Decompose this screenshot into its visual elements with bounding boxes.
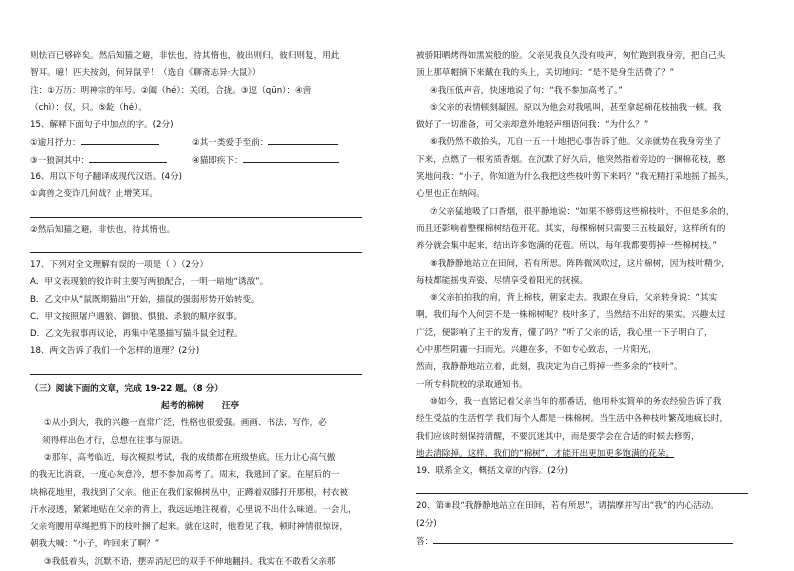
answer-line[interactable] — [30, 361, 362, 375]
article-line: ⑧我静静地站立在田间，若有所思。阵阵微风吹过，这片棉树，因为枝叶精少， — [430, 258, 730, 269]
question-15-row — [30, 152, 370, 169]
article-line: 然而，我静静地站立着，此刻，我决定为自己剪掉一些多余的“枝叶”。 — [416, 362, 683, 373]
article-line: 每枝都能摇曳弄姿，尽情享受着阳光的抚摸。 — [416, 275, 588, 286]
q17-option-d: D．乙文先叙事再议论，再集中笔墨描写猫斗鼠全过程。 — [30, 329, 243, 340]
question-15-row — [30, 134, 370, 151]
article-line: ⑨父亲拍拍我的肩，背上棉枝，朝家走去。我跟在身后，父亲转身说：“其实 — [430, 293, 718, 304]
q16-item: ②然后知猫之避，非怯也，待其惰也。 — [30, 224, 176, 235]
answer-line[interactable] — [416, 480, 748, 494]
article-title-row — [30, 398, 370, 415]
q16-item: ①禽兽之变诈几何哉？止增笑耳。 — [30, 189, 159, 200]
answer-blank[interactable] — [89, 152, 167, 163]
q15-item: ④猫即疾下： — [192, 156, 339, 166]
article-line: 下来，点燃了一根劣质香烟。在沉默了好久后，他突然指着旁边的一捆棉花枝，憨 — [416, 154, 726, 165]
answer-label: 答： — [416, 537, 434, 548]
article-line: 而且还影响着整棵棉树结苞开花。其实，每棵棉树只需要三五枝最好，这样所有的 — [416, 223, 726, 234]
article-line: 汗水浸透，紧紧地贴在父亲的背上，我远远地注视着，心里说不出什么味道。一会儿， — [30, 504, 357, 515]
left-column — [30, 48, 370, 571]
q17-option-a: A．甲文表现狼的狡诈时主要写两狼配合，一明一暗地“诱敌”。 — [30, 277, 269, 288]
q17-option-c: C．甲文按照屠户遇狼、御狼、惧狼、杀狼的顺序叙事。 — [30, 311, 243, 322]
article-line: 一所专科院校的录取通知书。 — [416, 379, 528, 390]
passage-line: 则怯百已够碎矣。然后知猫之避，非怯也，待其惰也，彼出则归，彼归则复，用此 — [30, 51, 340, 61]
article-line: ⑤父亲的表情顿刻凝固。原以为他会对我吼叫，甚至拿起棉花枝抽我一顿。我 — [430, 102, 722, 113]
article-line: 做好了一切准备，可父亲却意外地轻声细语问我：“为什么？” — [416, 120, 649, 131]
article-line: ⑦父亲猛地吸了口香烟，很平静地说：“如果不修剪这些棉枝叶，不但是多余的， — [430, 206, 735, 217]
article-line: 朝我大喊：“小子，咋回来了啊？” — [30, 539, 160, 550]
article-line: ⑥我仍然不敢抬头，兀自一五一十地把心事告诉了他。父亲就势在我身旁坐了 — [430, 137, 722, 148]
note-line: 注：①万历：明神宗的年号。②阖（hé）：关闭，合拢。③逗（qūn）：④啻 — [30, 85, 312, 96]
article-line: ⑩如今，我一直铭记着父亲当年的那番话，他用朴实简单的务农经验告诉了我 — [430, 396, 722, 407]
question-17: 17、下列对全文理解有误的一项是（ ）（2分） — [30, 259, 209, 270]
answer-blank[interactable] — [268, 134, 338, 145]
article-line: 须得样出色才行，总想在往事与原语。 — [42, 435, 189, 446]
article-line: 父亲弯腰用草绳把剪下的枝叶捆了起来。就在这时，他看见了我，顿时神情很惊讶， — [30, 522, 348, 533]
article-line: ④我压低声音，快速地说了句：“我不参加高考了。” — [430, 85, 623, 96]
article-line: ②那年，高考临近，每次模拟考试，我的成绩都在班级垫底。压力让心高气傲 — [44, 452, 336, 463]
article-line: 被骄阳晒烤得如黑炭般的脸。父亲见我良久没有吱声，匆忙跑到我身旁，把自己头 — [416, 51, 726, 61]
answer-line[interactable] — [30, 239, 362, 253]
answer-line[interactable] — [30, 204, 362, 218]
article-line: 心里也正在纳闷。 — [416, 189, 485, 200]
article-line: 笑地问我：“小子，你知道为什么我把这些枝叶剪下来吗？”我无精打采地摇了摇头， — [416, 172, 735, 183]
article-line: 啊，我们每个人何尝不是一株棉树呢？枝叶多了，当然结不出好的果实。兴趣太过 — [416, 310, 726, 321]
article-line: ①从小到大，我的兴趣一直常广泛，性格也很爱强。画画、书法、写作，必 — [44, 418, 327, 429]
q15-item: ③一狼洞其中： — [30, 152, 192, 170]
answer-blank[interactable] — [433, 533, 733, 544]
passage-line: 智耳。噫！匹夫按剑，何异鼠乎！（选自《聊斋志异·大鼠》） — [30, 68, 261, 79]
q17-option-b: B．乙文中从“鼠既期猫出”开始，描鼠的强弱形势开始转变。 — [30, 294, 260, 305]
article-line: 心中那些阴霾一扫而光。兴趣在多，不如专心致志，一片阳光， — [416, 345, 657, 356]
article-title: 起考的棉树 — [160, 401, 204, 412]
article-line: 块棉花地里，我找到了父亲。他正在我们家棉树丛中，正蹲着双膝打开那根，村衣被 — [30, 487, 348, 498]
question-20-score: (2分) — [416, 518, 437, 529]
article-line: 经生受益的生活哲学 我们每个人都是一株棉树。当生活中各种枝叶繁茂地疯长时， — [416, 414, 729, 425]
question-18: 18、两文告诉了我们一个怎样的道理？(2分) — [30, 346, 200, 357]
article-line: 我们应该时刻保持清醒，不要沉迷其中，而是要学会在合适的时候去修剪， — [416, 431, 700, 442]
question-19: 19、联系全文，概括文章的内容。(2分) — [416, 466, 569, 477]
article-line-underlined: 地去清除掉。这样，我们的“棉树”，才能开出更加更多饱满的花朵。 — [416, 448, 675, 459]
note-line: （chì）：仅，只。⑤龁（hé）。 — [30, 102, 147, 113]
q15-item: ②其一类爱手至前： — [192, 138, 338, 148]
article-line: 的我无比消衰，一度心灰意冷，想不参加高考了。周末，我逃回了家。在屋后的一 — [30, 470, 340, 481]
question-20: 20、第⑧段“我静静地站立在田间，若有所思”，请揣摩并写出“我”的内心活动。 — [416, 501, 719, 512]
article-line: ③我低着头，沉默不语，摆弄消尼巴的双手不伸地翻抖。我实在不敢看父亲那 — [44, 556, 336, 567]
article-author: 汪亭 — [221, 401, 240, 412]
question-15: 15、解释下面句子中加点的字。(2分) — [30, 120, 174, 131]
article-line: 顶上那草帽摘下来戴在我的头上，关切地问：“是不是身生活费了？” — [416, 68, 675, 79]
section-heading: （三）阅读下面的文章，完成 19-22 题。（8 分） — [30, 383, 223, 394]
right-column — [416, 48, 756, 550]
q15-item: ①逾月抒力： — [30, 134, 192, 152]
answer-blank[interactable] — [81, 134, 159, 145]
article-line: 广泛，便影响了主干的发育，懂了吗？”听了父亲的话，我心里一下子明白了， — [416, 327, 713, 338]
article-line: 养分就会集中起来，结出许多饱满的花苞。所以，每年我都要剪掉一些棉树枝。” — [416, 241, 717, 252]
answer-blank[interactable] — [243, 152, 339, 163]
question-16: 16、用以下句子翻译成现代汉语。(4分) — [30, 172, 183, 183]
answer-row — [416, 533, 756, 550]
